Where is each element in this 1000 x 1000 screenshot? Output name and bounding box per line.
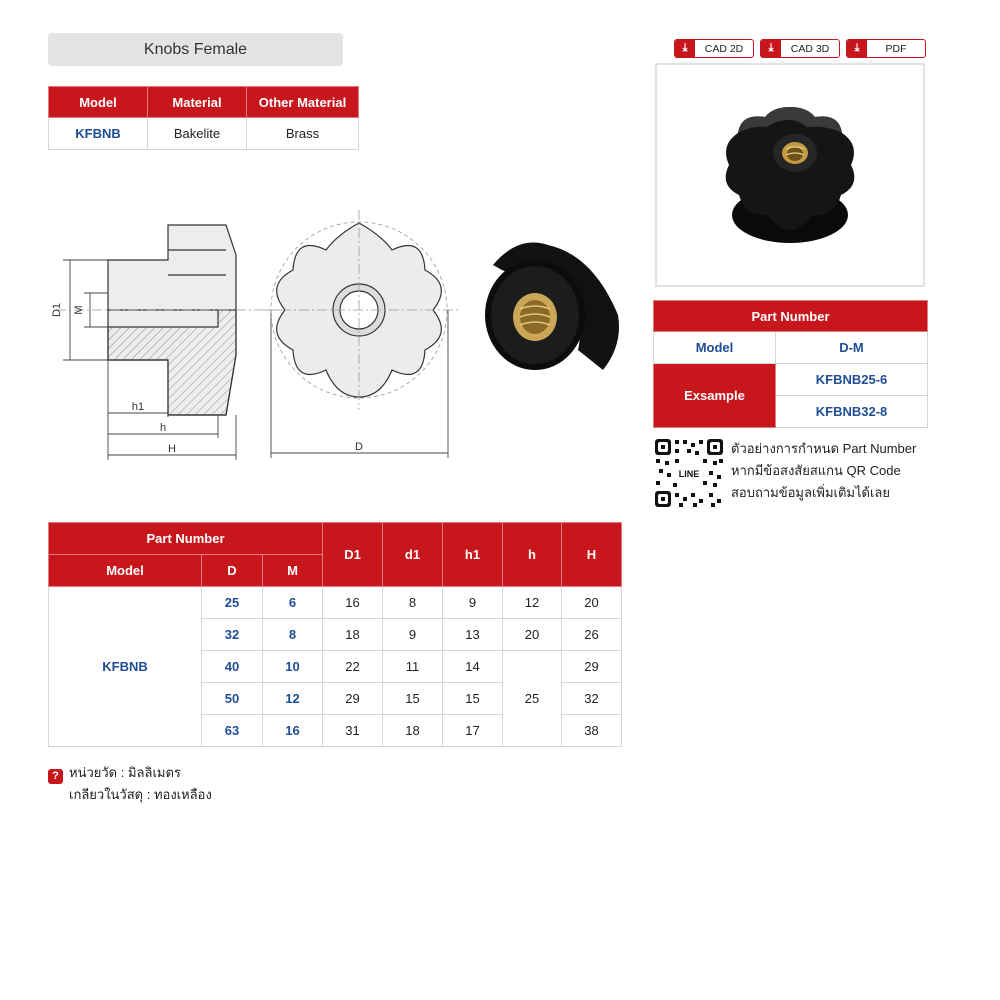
spec-header-h1: h1	[443, 523, 503, 587]
notes	[48, 762, 212, 806]
spec-table	[48, 522, 622, 747]
cell-h1: 15	[443, 683, 503, 715]
spec-group-header: Part Number	[49, 523, 323, 555]
knob-photo-image	[657, 65, 923, 285]
note-unit-text: หน่วยวัด : มิลลิเมตร	[69, 765, 181, 780]
dim-label-H: H	[168, 443, 176, 455]
cell-h: 25	[503, 651, 562, 747]
cell-M: 10	[263, 651, 323, 683]
line-badge: LINE	[678, 469, 700, 479]
cell-M: 8	[263, 619, 323, 651]
cell-d1: 18	[383, 715, 443, 747]
other-material-cell: Brass	[247, 118, 359, 150]
qr-line-1: ตัวอย่างการกำหนด Part Number	[731, 441, 917, 456]
cell-d1: 15	[383, 683, 443, 715]
dim-label-h1: h1	[131, 401, 145, 413]
cell-d1: 11	[383, 651, 443, 683]
cell-D1: 22	[323, 651, 383, 683]
knob-3d-render	[485, 243, 619, 371]
material-table	[48, 86, 359, 150]
note-unit	[48, 762, 212, 784]
download-icon: ⤓	[761, 40, 781, 57]
front-view	[263, 210, 458, 410]
pn-example-1: KFBNB25-6	[776, 364, 928, 396]
dim-label-h: h	[159, 422, 167, 434]
spec-header-H: H	[562, 523, 622, 587]
cell-D1: 16	[323, 587, 383, 619]
cell-h1: 17	[443, 715, 503, 747]
pn-col-dm: D-M	[776, 332, 928, 364]
pn-example-label: Exsample	[654, 364, 776, 428]
cell-D1: 18	[323, 619, 383, 651]
cell-D: 40	[202, 651, 263, 683]
cell-H: 29	[562, 651, 622, 683]
cell-D1: 29	[323, 683, 383, 715]
cell-H: 32	[562, 683, 622, 715]
cell-M: 16	[263, 715, 323, 747]
cell-H: 38	[562, 715, 622, 747]
spec-header-d1: d1	[383, 523, 443, 587]
cell-D: 25	[202, 587, 263, 619]
cell-h1: 14	[443, 651, 503, 683]
cell-h: 20	[503, 619, 562, 651]
dim-label-d1: D1	[51, 302, 63, 318]
spec-header-h: h	[503, 523, 562, 587]
cell-D: 32	[202, 619, 263, 651]
cad2d-label: CAD 2D	[704, 42, 744, 55]
spec-header-D: D	[202, 555, 263, 587]
part-number-title: Part Number	[654, 301, 928, 332]
cell-d1: 9	[383, 619, 443, 651]
qr-line-3: สอบถามข้อมูลเพิ่มเติมได้เลย	[731, 485, 891, 500]
part-number-table	[653, 300, 928, 428]
cad3d-download-button[interactable]	[760, 39, 840, 58]
product-photo	[655, 63, 925, 287]
download-icon: ⤓	[847, 40, 867, 57]
download-icon: ⤓	[675, 40, 695, 57]
spec-header-D1: D1	[323, 523, 383, 587]
pn-example-2: KFBNB32-8	[776, 396, 928, 428]
pn-col-model: Model	[654, 332, 776, 364]
cad2d-download-button[interactable]	[674, 39, 754, 58]
line-qr-code[interactable]	[653, 437, 725, 509]
spec-model-cell: KFBNB	[49, 587, 202, 747]
cell-h1: 13	[443, 619, 503, 651]
cell-D: 50	[202, 683, 263, 715]
technical-drawing	[48, 205, 638, 465]
pdf-download-button[interactable]	[846, 39, 926, 58]
cell-D1: 31	[323, 715, 383, 747]
material-cell: Bakelite	[148, 118, 247, 150]
page-title: Knobs Female	[48, 33, 343, 66]
help-icon: ?	[48, 769, 63, 784]
header-material: Material	[148, 87, 247, 118]
cell-h1: 9	[443, 587, 503, 619]
qr-instructions	[731, 438, 916, 504]
header-other-material: Other Material	[247, 87, 359, 118]
cell-D: 63	[202, 715, 263, 747]
cell-H: 26	[562, 619, 622, 651]
model-cell: KFBNB	[49, 118, 148, 150]
cell-M: 12	[263, 683, 323, 715]
spec-header-model: Model	[49, 555, 202, 587]
cell-M: 6	[263, 587, 323, 619]
cell-d1: 8	[383, 587, 443, 619]
cell-H: 20	[562, 587, 622, 619]
dim-label-D: D	[355, 441, 363, 453]
cell-h: 12	[503, 587, 562, 619]
note-thread: เกลียวในวัสดุ : ทองเหลือง	[69, 787, 212, 802]
dim-label-m: M	[73, 305, 85, 315]
qr-line-2: หากมีข้อสงสัยสแกน QR Code	[731, 463, 901, 478]
side-view	[56, 225, 288, 415]
header-model: Model	[49, 87, 148, 118]
cad3d-label: CAD 3D	[790, 42, 830, 55]
spec-header-M: M	[263, 555, 323, 587]
pdf-label: PDF	[885, 42, 907, 55]
table-row	[49, 587, 622, 619]
